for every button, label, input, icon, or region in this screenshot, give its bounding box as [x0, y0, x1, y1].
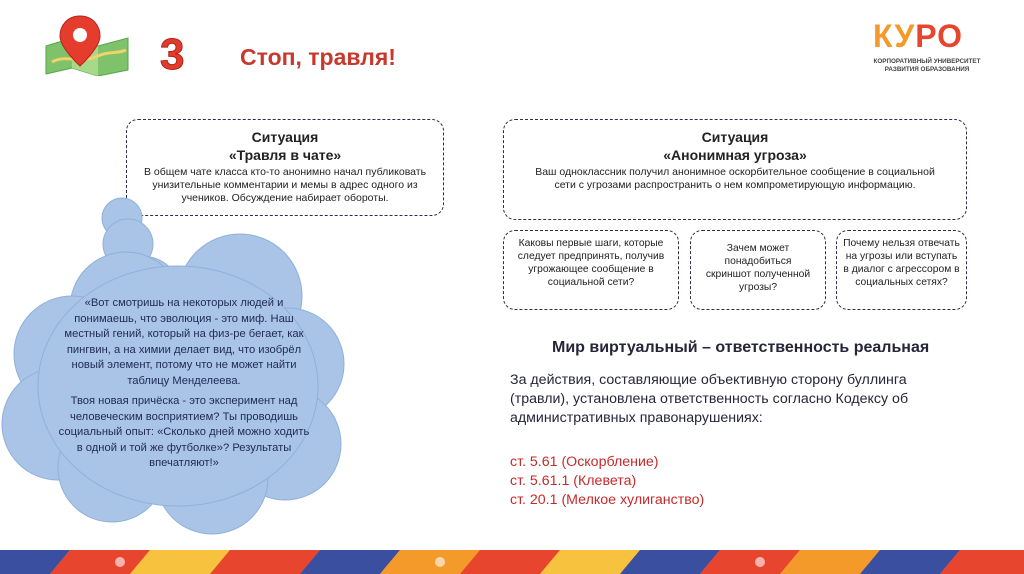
law-text: За действия, составляющие объективную сторону буллинга (травли), установлена ответственность согласно Кодексу об административных правонарушениях:	[510, 372, 909, 426]
situation-chat-text: В общем чате класса кто-то анонимно начал публиковать унизительные комментарии и мемы в адрес одного из учеников. Обсуждение набирает обороты.	[143, 166, 427, 204]
law-heading: Мир виртуальный – ответственность реальная	[552, 339, 930, 356]
bubble-quote	[58, 296, 310, 477]
bubble-paragraph-1: «Вот смотришь на некоторых людей и понимаешь, что эволюция - это миф. Наш местный гений, который на физ-ре бегает, как пингвин, а на химии делает вид, что изобрёл новый элемент, потому что не может найти таблицу Менделеева.	[64, 297, 304, 387]
situation-chat-label: Ситуация	[251, 129, 319, 145]
map-pin-icon	[42, 14, 134, 76]
question-first-steps: Каковы первые шаги, которые следует предпринять, получив угрожающее сообщение в социальной сети?	[503, 230, 679, 310]
logo-part2: РО	[915, 18, 964, 54]
law-article: ст. 20.1 (Мелкое хулиганство)	[510, 492, 705, 508]
slide-number: 3	[160, 30, 185, 79]
logo	[873, 18, 963, 55]
logo-subtitle-line1: КОРПОРАТИВНЫЙ УНИВЕРСИТЕТ	[873, 58, 981, 65]
question-screenshot: Зачем может понадобиться скриншот полученной угрозы?	[690, 230, 826, 310]
bubble-paragraph-2: Твоя новая причёска - это эксперимент над человеческим восприятием? Ты проводишь социальный опыт: «Сколько дней можно ходить в одной и той же футболке»? Результаты впечатляют!»	[58, 395, 310, 469]
law-articles	[510, 453, 704, 510]
decorative-stripe	[0, 550, 1024, 574]
law-article: ст. 5.61 (Оскорбление)	[510, 454, 659, 470]
situation-threat-label: Ситуация	[701, 129, 769, 145]
situation-threat-title: «Анонимная угроза»	[663, 147, 807, 163]
logo-subtitle-line2: РАЗВИТИЯ ОБРАЗОВАНИЯ	[884, 66, 970, 73]
logo-subtitle	[862, 58, 992, 74]
situation-chat-title: «Травля в чате»	[228, 147, 342, 163]
situation-threat-box	[503, 119, 967, 220]
logo-part1: КУ	[873, 18, 916, 54]
slide-title: Стоп, травля!	[240, 44, 396, 70]
question-no-reply: Почему нельзя отвечать на угрозы или вступать в диалог с агрессором в социальных сетях?	[836, 230, 967, 310]
law-article: ст. 5.61.1 (Клевета)	[510, 473, 637, 489]
situation-threat-text: Ваш одноклассник получил анонимное оскорбительное сообщение в социальной сети с угрозами распространить о нем компрометирующую информацию.	[535, 166, 935, 191]
